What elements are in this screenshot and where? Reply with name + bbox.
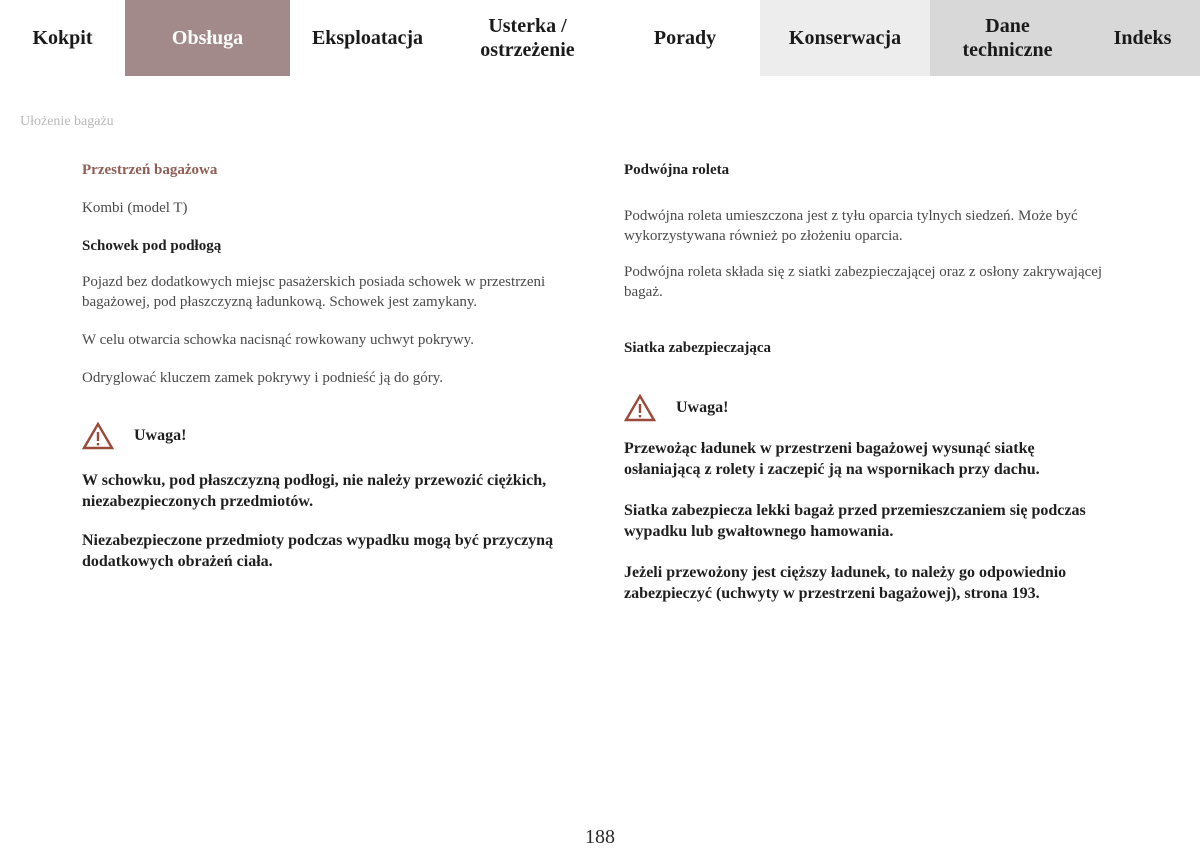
warning-text: Siatka zabezpiecza lekki bagaż przed przemieszczaniem się podczas wypadku lub gwałtownego hamowania. (624, 502, 1086, 540)
tab-dane-techniczne[interactable] (930, 0, 1085, 76)
section-tabs (0, 0, 1200, 76)
paragraph: W celu otwarcia schowka nacisnąć rowkowany uchwyt pokrywy. (82, 332, 474, 348)
tab-label: Obsługa (171, 27, 244, 49)
paragraph: Pojazd bez dodatkowych miejsc pasażerskich posiada schowek w przestrzeni bagażowej, pod płaszczyzną ładunkową. Schowek jest zamykany. (82, 274, 546, 310)
tab-label: Dane techniczne (962, 15, 1053, 61)
tab-porady[interactable] (610, 0, 760, 76)
left-column (82, 160, 562, 572)
breadcrumb: Ułożenie bagażu (20, 114, 114, 129)
tab-label: Kokpit (32, 27, 93, 49)
tab-label: Indeks (1113, 27, 1172, 49)
tab-label: Usterka / ostrzeżenie (480, 15, 575, 61)
warning-triangle-icon (624, 394, 656, 422)
tab-kokpit[interactable] (0, 0, 125, 76)
paragraph: Podwójna roleta umieszczona jest z tyłu oparcia tylnych siedzeń. Może być wykorzystywana również po złożeniu oparcia. (624, 208, 1078, 244)
right-column (624, 160, 1104, 604)
tab-obsluga[interactable] (125, 0, 290, 76)
warning-header (624, 394, 1104, 422)
paragraph: Odryglować kluczem zamek pokrywy i podnieść ją do góry. (82, 370, 444, 386)
tab-indeks[interactable] (1085, 0, 1200, 76)
tab-konserwacja[interactable] (760, 0, 930, 76)
warning-text: Przewożąc ładunek w przestrzeni bagażowej wysunąć siatkę osłaniającą z rolety i zaczepić ją na wspornikach przy dachu. (624, 440, 1040, 478)
subsection-title: Schowek pod podłogą (82, 238, 222, 254)
page-number: 188 (585, 826, 615, 848)
section-title: Przestrzeń bagażowa (82, 162, 218, 178)
warning-triangle-icon (82, 422, 114, 450)
paragraph: Podwójna roleta składa się z siatki zabezpieczającej oraz z osłony zakrywającej bagaż. (624, 264, 1103, 300)
warning-text: W schowku, pod płaszczyzną podłogi, nie należy przewozić ciężkich, niezabezpieczonych przedmiotów. (82, 472, 547, 510)
model-note: Kombi (model T) (82, 200, 188, 216)
warning-header (82, 422, 562, 450)
tab-usterka-ostrzezenie[interactable] (445, 0, 610, 76)
warning-label: Uwaga! (676, 399, 729, 416)
section-title: Podwójna roleta (624, 162, 730, 178)
tab-label: Eksploatacja (311, 27, 424, 49)
warning-text: Niezabezpieczone przedmioty podczas wypadku mogą być przyczyną dodatkowych obrażeń ciała. (82, 532, 554, 570)
tab-label: Konserwacja (788, 27, 902, 49)
subsection-title: Siatka zabezpieczająca (624, 340, 772, 356)
tab-eksploatacja[interactable] (290, 0, 445, 76)
warning-label: Uwaga! (134, 427, 187, 444)
tab-label: Porady (653, 27, 717, 49)
warning-text: Jeżeli przewożony jest cięższy ładunek, to należy go odpowiednio zabezpieczyć (uchwyty w przestrzeni bagażowej), strona 193. (624, 564, 1067, 602)
